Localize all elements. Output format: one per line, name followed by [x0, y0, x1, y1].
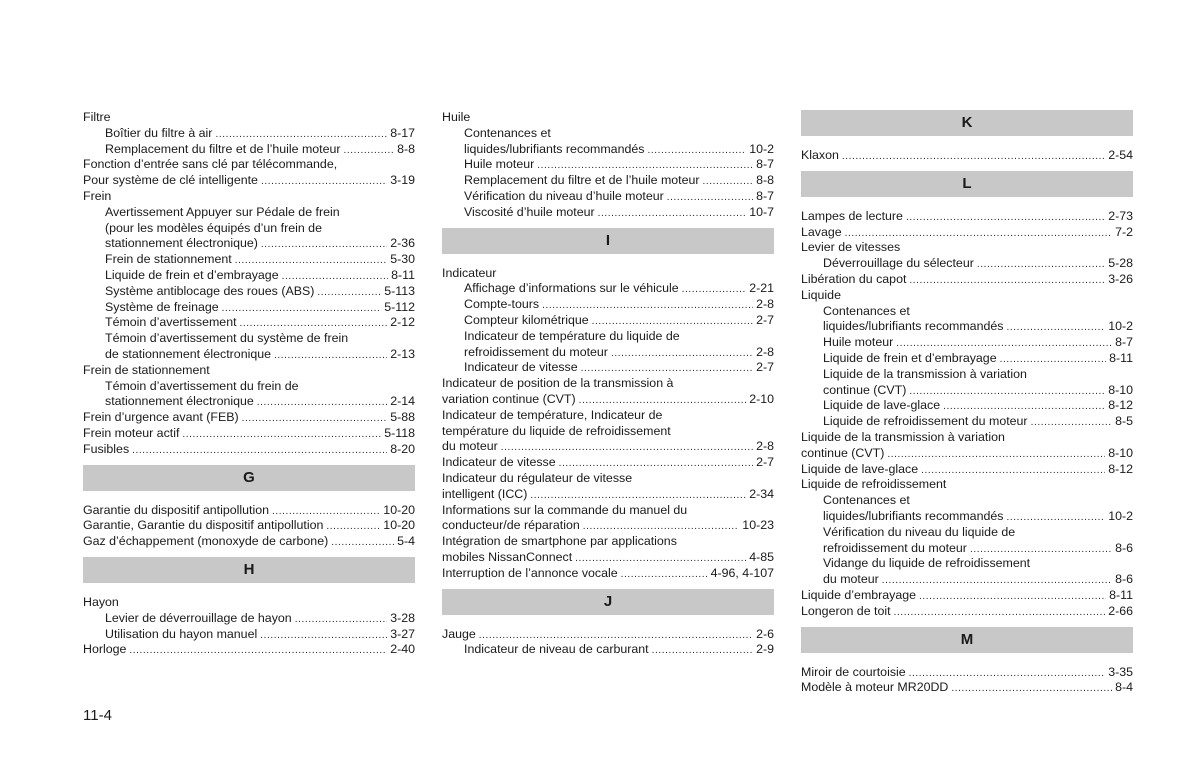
- index-subentry: [801, 383, 1133, 399]
- index-entry: Huile: [442, 110, 471, 124]
- entry-text: Vérification du niveau d’huile moteur: [464, 188, 664, 203]
- entry-page-ref: 4-85: [749, 549, 774, 564]
- dot-leader: [222, 300, 382, 317]
- entry-text: Frein moteur actif: [83, 425, 180, 440]
- entry-text: Indicateur de vitesse: [442, 455, 556, 470]
- entry-text: variation continue (CVT): [442, 391, 576, 406]
- entry-text: Liquide de refroidissement du moteur: [823, 414, 1028, 429]
- entry-text: Liquide de lave-glace: [823, 398, 941, 413]
- entry-text: Modèle à moteur MR20DD: [801, 680, 949, 695]
- index-entry: [442, 487, 774, 503]
- index-entry: Indicateur du régulateur de vitesse: [442, 470, 633, 485]
- dot-leader: [703, 173, 754, 190]
- dot-leader: [235, 252, 387, 269]
- entry-text: Fusibles: [83, 441, 130, 456]
- entry-page-ref: 5-118: [384, 425, 415, 440]
- entry-text: Remplacement du filtre et de l’huile moteur: [105, 141, 341, 156]
- entry-text: Pour système de clé intelligente: [83, 173, 258, 188]
- entry-page-ref: 2-7: [756, 360, 774, 375]
- dot-leader: [272, 503, 380, 520]
- dot-leader: [882, 572, 1112, 589]
- entry-page-ref: 10-2: [1108, 319, 1133, 334]
- dot-leader: [581, 360, 753, 377]
- entry-text: Liquide de lave-glace: [801, 461, 919, 476]
- index-entry: [83, 173, 415, 189]
- index-entry: Frein: [83, 188, 112, 203]
- index-entry: Liquide: [801, 287, 841, 302]
- index-subentry: [83, 126, 415, 142]
- entry-page-ref: 2-7: [756, 312, 774, 327]
- dot-leader: [921, 462, 1105, 479]
- entry-page-ref: 8-7: [756, 188, 774, 203]
- index-subentry: Indicateur de température du liquide de: [464, 328, 680, 343]
- index-subentry: Témoin d’avertissement du frein de: [105, 378, 299, 393]
- index-subentry: [442, 173, 774, 189]
- index-subentry: [442, 642, 774, 658]
- dot-leader: [260, 627, 387, 644]
- dot-leader: [261, 236, 387, 253]
- entry-page-ref: 8-12: [1108, 398, 1133, 413]
- entry-page-ref: 2-8: [756, 344, 774, 359]
- index-subentry: [83, 236, 415, 252]
- entry-page-ref: 5-4: [397, 534, 415, 549]
- index-entry: [442, 566, 774, 582]
- dot-leader: [326, 518, 380, 535]
- index-column-3: [801, 110, 1133, 696]
- index-subentry: [801, 398, 1133, 414]
- entry-text: du moteur: [442, 439, 498, 454]
- index-subentry: Contenances et: [823, 303, 910, 318]
- dot-leader: [261, 173, 387, 190]
- entry-page-ref: 8-7: [756, 157, 774, 172]
- index-subentry: [83, 284, 415, 300]
- dot-leader: [331, 534, 394, 551]
- index-entry: température du liquide de refroidissement: [442, 423, 671, 438]
- index-entry: [801, 148, 1133, 164]
- entry-text: continue (CVT): [823, 382, 907, 397]
- dot-leader: [1006, 319, 1105, 336]
- dot-leader: [896, 335, 1112, 352]
- entry-page-ref: 7-2: [1115, 224, 1133, 239]
- entry-page-ref: 8-6: [1115, 540, 1133, 555]
- index-subentry: [801, 256, 1133, 272]
- entry-page-ref: 2-8: [756, 439, 774, 454]
- index-entry: Liquide de refroidissement: [801, 477, 947, 492]
- entry-page-ref: 5-112: [384, 299, 415, 314]
- index-entry: [801, 665, 1133, 681]
- index-entry: [801, 446, 1133, 462]
- dot-leader: [274, 347, 387, 364]
- section-letter-header: L: [801, 171, 1133, 197]
- entry-text: Affichage d’informations sur le véhicule: [464, 281, 679, 296]
- entry-page-ref: 8-11: [1109, 587, 1133, 602]
- entry-text: Huile moteur: [464, 157, 535, 172]
- dot-leader: [682, 281, 747, 298]
- entry-text: Compte-tours: [464, 297, 540, 312]
- section-letter-header: M: [801, 627, 1133, 653]
- dot-leader: [943, 398, 1105, 415]
- index-entry: [442, 455, 774, 471]
- index-subentry: [442, 297, 774, 313]
- entry-text: Garantie, Garantie du dispositif antipollution: [83, 518, 324, 533]
- entry-page-ref: 8-12: [1108, 461, 1133, 476]
- entry-text: Liquide d’embrayage: [801, 587, 917, 602]
- index-entry: [442, 392, 774, 408]
- entry-text: refroidissement du moteur: [464, 344, 608, 359]
- entry-page-ref: 8-10: [1108, 445, 1133, 460]
- entry-page-ref: 2-8: [756, 297, 774, 312]
- entry-page-ref: 2-34: [749, 486, 774, 501]
- entry-text: Klaxon: [801, 148, 839, 162]
- dot-leader: [295, 611, 388, 628]
- entry-page-ref: 5-88: [390, 410, 415, 425]
- index-entry: Hayon: [83, 594, 119, 609]
- index-subentry: [801, 351, 1133, 367]
- entry-text: Témoin d’avertissement: [105, 315, 237, 330]
- dot-leader: [542, 297, 753, 314]
- index-subentry: [83, 347, 415, 363]
- dot-leader: [845, 225, 1112, 242]
- index-subentry: [801, 541, 1133, 557]
- section-letter-header: H: [83, 557, 415, 583]
- dot-leader: [621, 566, 708, 583]
- entry-text: Viscosité d’huile moteur: [464, 204, 595, 219]
- entry-text: Indicateur de vitesse: [464, 360, 578, 375]
- index-subentry: [83, 611, 415, 627]
- index-entry: Informations sur la commande du manuel du: [442, 502, 688, 517]
- entry-page-ref: 8-17: [390, 125, 415, 140]
- entry-text: Boîtier du filtre à air: [105, 125, 213, 140]
- entry-text: Système antiblocage des roues (ABS): [105, 283, 315, 298]
- entry-text: Liquide de frein et d’embrayage: [105, 267, 279, 282]
- entry-text: Interruption de l’annonce vocale: [442, 565, 618, 580]
- index-subentry: [801, 335, 1133, 351]
- index-subentry: [801, 319, 1133, 335]
- dot-leader: [583, 518, 740, 535]
- entry-text: Système de freinage: [105, 299, 219, 314]
- index-subentry: Contenances et: [464, 125, 551, 140]
- index-subentry: [442, 360, 774, 376]
- entry-page-ref: 3-27: [390, 626, 415, 641]
- dot-leader: [842, 148, 1105, 165]
- index-subentry: Vérification du niveau du liquide de: [823, 524, 1016, 539]
- index-column-2: [442, 110, 774, 658]
- dot-leader: [537, 157, 753, 174]
- index-subentry: [83, 268, 415, 284]
- index-subentry: Témoin d’avertissement du système de frein: [105, 331, 349, 346]
- entry-text: Frein d’urgence avant (FEB): [83, 410, 239, 425]
- index-subentry: Contenances et: [823, 493, 910, 508]
- entry-text: liquides/lubrifiants recommandés: [823, 319, 1004, 334]
- dot-leader: [909, 383, 1105, 400]
- dot-leader: [909, 272, 1105, 289]
- index-entry: [83, 503, 415, 519]
- entry-page-ref: 2-6: [756, 626, 774, 641]
- index-entry: [801, 462, 1133, 478]
- entry-text: Indicateur de niveau de carburant: [464, 642, 649, 657]
- index-entry: Liquide de la transmission à variation: [801, 429, 1005, 444]
- entry-page-ref: 10-2: [1108, 508, 1133, 523]
- dot-leader: [894, 604, 1106, 621]
- entry-text: Longeron de toit: [801, 603, 891, 618]
- dot-leader: [501, 439, 753, 456]
- entry-text: Gaz d’échappement (monoxyde de carbone): [83, 534, 329, 549]
- dot-leader: [344, 142, 395, 159]
- dot-leader: [611, 345, 753, 362]
- entry-text: Huile moteur: [823, 335, 894, 350]
- entry-text: du moteur: [823, 572, 879, 587]
- entry-page-ref: 3-28: [390, 610, 415, 625]
- dot-leader: [1006, 509, 1105, 526]
- entry-page-ref: 8-10: [1108, 382, 1133, 397]
- entry-text: Garantie du dispositif antipollution: [83, 502, 269, 517]
- section-letter-header: K: [801, 110, 1133, 136]
- entry-page-ref: 10-23: [742, 518, 774, 533]
- dot-leader: [215, 126, 387, 143]
- entry-page-ref: 8-11: [1109, 350, 1133, 365]
- entry-page-ref: 8-20: [390, 441, 415, 456]
- dot-leader: [182, 426, 381, 443]
- dot-leader: [919, 588, 1106, 605]
- entry-page-ref: 3-26: [1108, 271, 1133, 286]
- entry-text: Déverrouillage du sélecteur: [823, 256, 974, 271]
- entry-page-ref: 10-20: [383, 502, 415, 517]
- dot-leader: [951, 680, 1112, 697]
- dot-leader: [559, 455, 753, 472]
- dot-leader: [598, 205, 747, 222]
- entry-page-ref: 2-12: [390, 315, 415, 330]
- index-subentry: Avertissement Appuyer sur Pédale de frein: [105, 204, 340, 219]
- index-entry: [83, 534, 415, 550]
- index-entry: [801, 272, 1133, 288]
- entry-page-ref: 4-96, 4-107: [710, 565, 774, 580]
- dot-leader: [479, 627, 753, 644]
- entry-page-ref: 8-6: [1115, 572, 1133, 587]
- entry-text: stationnement électronique: [105, 394, 254, 409]
- entry-page-ref: 2-13: [390, 346, 415, 361]
- entry-page-ref: 2-14: [390, 394, 415, 409]
- entry-text: liquides/lubrifiants recommandés: [823, 508, 1004, 523]
- index-subentry: [801, 509, 1133, 525]
- entry-text: Lavage: [801, 224, 842, 239]
- dot-leader: [132, 442, 387, 459]
- index-entry: [442, 518, 774, 534]
- entry-page-ref: 10-7: [749, 204, 774, 219]
- dot-leader: [579, 392, 747, 409]
- index-column-1: [83, 110, 415, 658]
- index-entry: Levier de vitesses: [801, 240, 901, 255]
- index-subentry: [83, 252, 415, 268]
- entry-page-ref: 8-8: [756, 173, 774, 188]
- dot-leader: [970, 541, 1112, 558]
- entry-page-ref: 2-10: [749, 391, 774, 406]
- entry-text: Jauge: [442, 626, 476, 641]
- index-subentry: [442, 281, 774, 297]
- entry-text: conducteur/de réparation: [442, 518, 580, 533]
- index-entry: Frein de stationnement: [83, 362, 210, 377]
- entry-text: Libération du capot: [801, 271, 907, 286]
- index-entry: [801, 588, 1133, 604]
- index-subentry: [442, 142, 774, 158]
- section-letter-header: J: [442, 589, 774, 615]
- entry-page-ref: 2-36: [390, 236, 415, 251]
- dot-leader: [575, 550, 746, 567]
- page-number: 11-4: [83, 707, 112, 724]
- dot-leader: [1000, 351, 1107, 368]
- index-entry: Indicateur de position de la transmission à: [442, 376, 674, 391]
- index-entry: Indicateur de température, Indicateur de: [442, 407, 663, 422]
- entry-page-ref: 5-30: [390, 252, 415, 267]
- dot-leader: [282, 268, 389, 285]
- index-subentry: Liquide de la transmission à variation: [823, 366, 1027, 381]
- dot-leader: [652, 642, 753, 659]
- index-subentry: [801, 414, 1133, 430]
- dot-leader: [667, 189, 753, 206]
- index-subentry: [442, 157, 774, 173]
- entry-text: liquides/lubrifiants recommandés: [464, 141, 645, 156]
- entry-page-ref: 8-4: [1115, 680, 1133, 695]
- dot-leader: [906, 209, 1105, 226]
- entry-text: Remplacement du filtre et de l’huile moteur: [464, 173, 700, 188]
- index-entry: [801, 680, 1133, 696]
- entry-text: Levier de déverrouillage de hayon: [105, 610, 292, 625]
- index-subentry: [442, 189, 774, 205]
- entry-page-ref: 2-7: [756, 455, 774, 470]
- entry-text: de stationnement électronique: [105, 346, 272, 361]
- index-entry: Filtre: [83, 110, 111, 124]
- entry-page-ref: 2-40: [390, 642, 415, 657]
- entry-page-ref: 8-8: [397, 141, 415, 156]
- entry-page-ref: 8-11: [391, 267, 415, 282]
- entry-page-ref: 2-54: [1108, 148, 1133, 162]
- entry-page-ref: 3-35: [1108, 664, 1133, 679]
- index-entry: Indicateur: [442, 265, 497, 280]
- dot-leader: [530, 487, 746, 504]
- index-entry: [83, 518, 415, 534]
- entry-text: Horloge: [83, 642, 127, 657]
- section-letter-header: G: [83, 465, 415, 491]
- index-subentry: [801, 572, 1133, 588]
- dot-leader: [592, 313, 753, 330]
- entry-text: Compteur kilométrique: [464, 312, 589, 327]
- index-entry: [442, 439, 774, 455]
- index-entry: [442, 627, 774, 643]
- entry-page-ref: 10-20: [383, 518, 415, 533]
- index-entry: [83, 442, 415, 458]
- dot-leader: [909, 665, 1106, 682]
- entry-text: Frein de stationnement: [105, 252, 232, 267]
- index-subentry: [83, 627, 415, 643]
- dot-leader: [257, 394, 387, 411]
- dot-leader: [647, 142, 746, 159]
- entry-text: refroidissement du moteur: [823, 540, 967, 555]
- entry-text: continue (CVT): [801, 445, 885, 460]
- entry-text: mobiles NissanConnect: [442, 549, 573, 564]
- entry-page-ref: 2-9: [756, 642, 774, 657]
- index-entry: [83, 426, 415, 442]
- index-subentry: Vidange du liquide de refroidissement: [823, 556, 1031, 571]
- index-entry: [83, 410, 415, 426]
- entry-text: Lampes de lecture: [801, 208, 903, 223]
- index-subentry: (pour les modèles équipés d’un frein de: [105, 220, 322, 235]
- entry-page-ref: 5-113: [384, 283, 415, 298]
- entry-text: Utilisation du hayon manuel: [105, 626, 258, 641]
- index-entry: [801, 604, 1133, 620]
- dot-leader: [242, 410, 388, 427]
- dot-leader: [887, 446, 1105, 463]
- index-subentry: [83, 394, 415, 410]
- entry-page-ref: 8-5: [1115, 414, 1133, 429]
- entry-text: stationnement électronique): [105, 236, 258, 251]
- entry-page-ref: 2-73: [1108, 208, 1133, 223]
- entry-text: Miroir de courtoisie: [801, 664, 906, 679]
- index-entry: [801, 209, 1133, 225]
- dot-leader: [240, 315, 388, 332]
- dot-leader: [977, 256, 1105, 273]
- index-subentry: [442, 205, 774, 221]
- dot-leader: [317, 284, 381, 301]
- index-entry: [801, 225, 1133, 241]
- entry-page-ref: 2-66: [1108, 603, 1133, 618]
- dot-leader: [1031, 414, 1113, 431]
- index-entry: Fonction d’entrée sans clé par télécommande,: [83, 157, 338, 172]
- index-entry: [442, 550, 774, 566]
- index-subentry: [83, 142, 415, 158]
- entry-page-ref: 10-2: [749, 141, 774, 156]
- index-subentry: [442, 345, 774, 361]
- entry-page-ref: 3-19: [390, 173, 415, 188]
- index-entry: Intégration de smartphone par applications: [442, 534, 677, 549]
- section-letter-header: I: [442, 228, 774, 254]
- entry-text: intelligent (ICC): [442, 486, 528, 501]
- dot-leader: [129, 642, 387, 659]
- entry-page-ref: 2-21: [749, 281, 774, 296]
- index-subentry: [83, 300, 415, 316]
- index-subentry: [442, 313, 774, 329]
- entry-page-ref: 8-7: [1115, 335, 1133, 350]
- index-entry: [83, 642, 415, 658]
- entry-text: Liquide de frein et d’embrayage: [823, 350, 997, 365]
- index-subentry: [83, 315, 415, 331]
- entry-page-ref: 5-28: [1108, 256, 1133, 271]
